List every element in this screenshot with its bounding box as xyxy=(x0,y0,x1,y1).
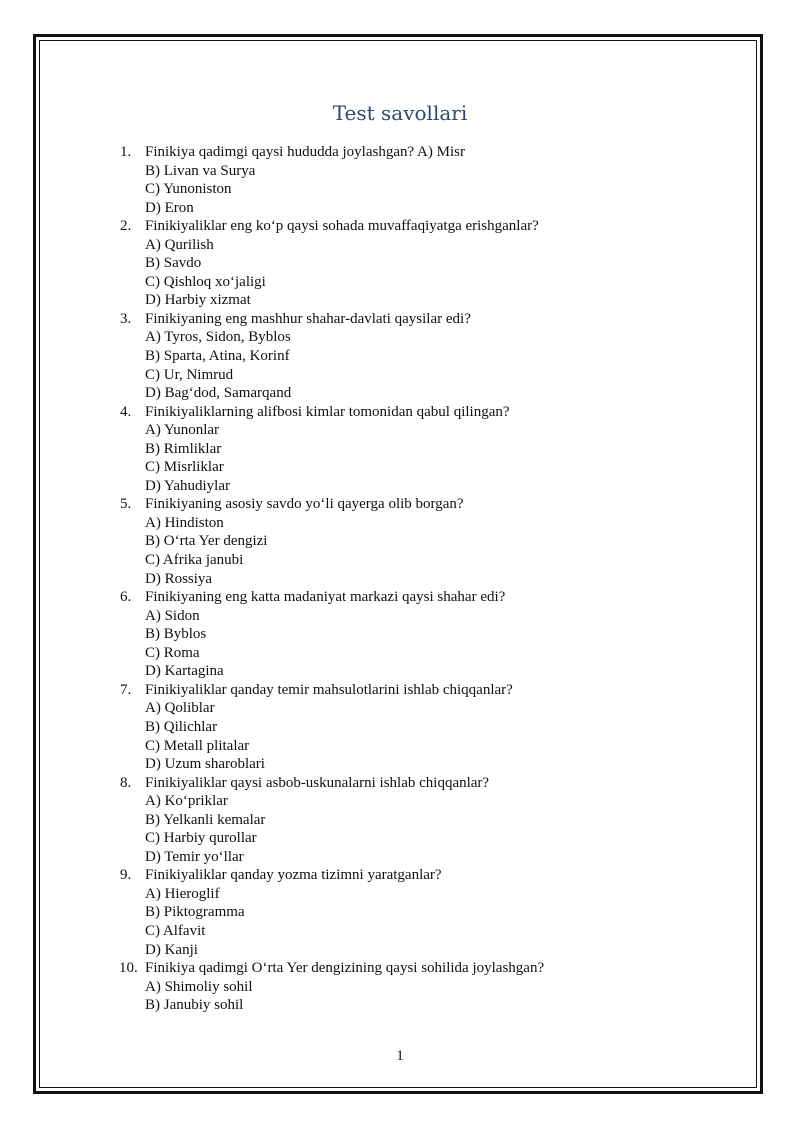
question-item xyxy=(0,774,800,793)
answer-option-row xyxy=(0,570,800,589)
answer-option-row xyxy=(0,421,800,440)
question-text: Finikiyaliklar qaysi asbob-uskunalarni ishlab chiqqanlar? xyxy=(145,774,490,791)
question-number: 10. xyxy=(119,960,138,977)
question-item xyxy=(0,310,800,329)
question-item xyxy=(0,681,800,700)
answer-option: B) Sparta, Atina, Korinf xyxy=(145,348,290,365)
answer-option: B) Qilichlar xyxy=(145,718,218,735)
answer-option: D) Harbiy xizmat xyxy=(145,292,251,309)
answer-option-row xyxy=(0,347,800,366)
answer-option: B) Savdo xyxy=(145,255,202,272)
answer-option-row xyxy=(0,885,800,904)
question-text: Finikiya qadimgi qaysi hududda joylashgan? A) Misr xyxy=(145,144,465,160)
page-number: 1 xyxy=(396,1048,404,1064)
answer-option: D) Temir yo‘llar xyxy=(145,848,244,865)
question-number: 7. xyxy=(120,681,132,698)
question-number: 3. xyxy=(120,310,132,327)
answer-option-row xyxy=(0,922,800,941)
answer-option: D) Kanji xyxy=(145,941,198,958)
question-number: 6. xyxy=(120,589,132,606)
answer-option: C) Yunoniston xyxy=(145,181,232,198)
answer-option-row xyxy=(0,532,800,551)
answer-option-row xyxy=(0,699,800,718)
answer-option: B) Byblos xyxy=(145,626,207,643)
answer-option: B) O‘rta Yer dengizi xyxy=(145,533,268,550)
question-item xyxy=(0,403,800,422)
answer-option: C) Roma xyxy=(145,644,200,661)
answer-option-row xyxy=(0,996,800,1015)
answer-option-row xyxy=(0,477,800,496)
answer-option-row xyxy=(0,662,800,681)
question-item xyxy=(0,959,800,978)
answer-option: C) Harbiy qurollar xyxy=(145,830,257,847)
question-item xyxy=(0,217,800,236)
question-number: 8. xyxy=(120,774,132,791)
answer-option: C) Metall plitalar xyxy=(145,737,250,754)
answer-option: A) Qoliblar xyxy=(145,700,215,717)
answer-option: C) Alfavit xyxy=(145,922,206,939)
answer-option-row xyxy=(0,180,800,199)
answer-option: B) Livan va Surya xyxy=(145,162,256,179)
answer-option-row xyxy=(0,978,800,997)
question-number: 4. xyxy=(120,403,132,420)
answer-option: D) Bag‘dod, Samarqand xyxy=(145,385,292,402)
answer-option-row xyxy=(0,440,800,459)
answer-option: C) Ur, Nimrud xyxy=(145,366,234,383)
answer-option: B) Janubiy sohil xyxy=(145,997,244,1014)
answer-option: A) Sidon xyxy=(145,607,200,624)
answer-option: A) Shimoliy sohil xyxy=(145,978,253,995)
question-list xyxy=(0,143,800,1015)
question-number: 9. xyxy=(120,867,132,884)
answer-option-row xyxy=(0,273,800,292)
question-text: Finikiyaliklar eng ko‘p qaysi sohada muvaffaqiyatga erishganlar? xyxy=(145,218,539,235)
question-text: Finikiya qadimgi O‘rta Yer dengizining qaysi sohilida joylashgan? xyxy=(145,960,545,977)
answer-option: D) Eron xyxy=(145,199,194,216)
question-text: Finikiyaning asosiy savdo yo‘li qayerga olib borgan? xyxy=(145,496,464,513)
answer-option-row xyxy=(0,254,800,273)
answer-option: D) Rossiya xyxy=(145,570,213,587)
answer-option: A) Yunonlar xyxy=(145,422,220,439)
question-text: Finikiyaliklarning alifbosi kimlar tomonidan qabul qilingan? xyxy=(145,403,510,420)
answer-option-row xyxy=(0,848,800,867)
question-text: Finikiyaning eng katta madaniyat markazi qaysi shahar edi? xyxy=(145,589,506,606)
answer-option-row xyxy=(0,792,800,811)
answer-option-row xyxy=(0,829,800,848)
question-item xyxy=(0,866,800,885)
answer-option: A) Hieroglif xyxy=(145,885,220,902)
question-item xyxy=(0,588,800,607)
question-item xyxy=(0,495,800,514)
answer-option: B) Rimliklar xyxy=(145,440,222,457)
question-text: Finikiyaliklar qanday temir mahsulotlarini ishlab chiqqanlar? xyxy=(145,681,513,698)
answer-option-row xyxy=(0,384,800,403)
answer-option: A) Ko‘priklar xyxy=(145,793,228,810)
answer-option-row xyxy=(0,458,800,477)
question-text: Finikiyaliklar qanday yozma tizimni yaratganlar? xyxy=(145,867,442,884)
answer-option-row xyxy=(0,903,800,922)
answer-option-row xyxy=(0,551,800,570)
answer-option: D) Kartagina xyxy=(145,663,224,680)
answer-option: D) Yahudiylar xyxy=(145,477,230,494)
answer-option-row xyxy=(0,162,800,181)
answer-option: D) Uzum sharoblari xyxy=(145,756,265,773)
answer-option-row xyxy=(0,941,800,960)
answer-option-row xyxy=(0,199,800,218)
answer-option: A) Tyros, Sidon, Byblos xyxy=(145,329,291,346)
answer-option-row xyxy=(0,644,800,663)
question-text: Finikiyaning eng mashhur shahar-davlati qaysilar edi? xyxy=(145,310,471,327)
answer-option-row xyxy=(0,811,800,830)
answer-option-row xyxy=(0,718,800,737)
question-number: 1. xyxy=(120,144,132,160)
document-title: Test savollari xyxy=(332,101,468,125)
question-number: 2. xyxy=(120,218,132,235)
answer-option: B) Piktogramma xyxy=(145,904,245,921)
answer-option-row xyxy=(0,236,800,255)
answer-option-row xyxy=(0,607,800,626)
answer-option-row xyxy=(0,514,800,533)
answer-option: A) Qurilish xyxy=(145,236,214,253)
answer-option-row xyxy=(0,366,800,385)
answer-option-row xyxy=(0,755,800,774)
question-item xyxy=(0,143,800,162)
answer-option-row xyxy=(0,625,800,644)
answer-option: C) Qishloq xo‘jaligi xyxy=(145,273,266,290)
question-number: 5. xyxy=(120,496,132,513)
answer-option: B) Yelkanli kemalar xyxy=(145,811,266,828)
answer-option: C) Afrika janubi xyxy=(145,552,244,569)
answer-option-row xyxy=(0,328,800,347)
answer-option: A) Hindiston xyxy=(145,514,224,531)
answer-option-row xyxy=(0,291,800,310)
answer-option: C) Misrliklar xyxy=(145,459,224,476)
answer-option-row xyxy=(0,737,800,756)
